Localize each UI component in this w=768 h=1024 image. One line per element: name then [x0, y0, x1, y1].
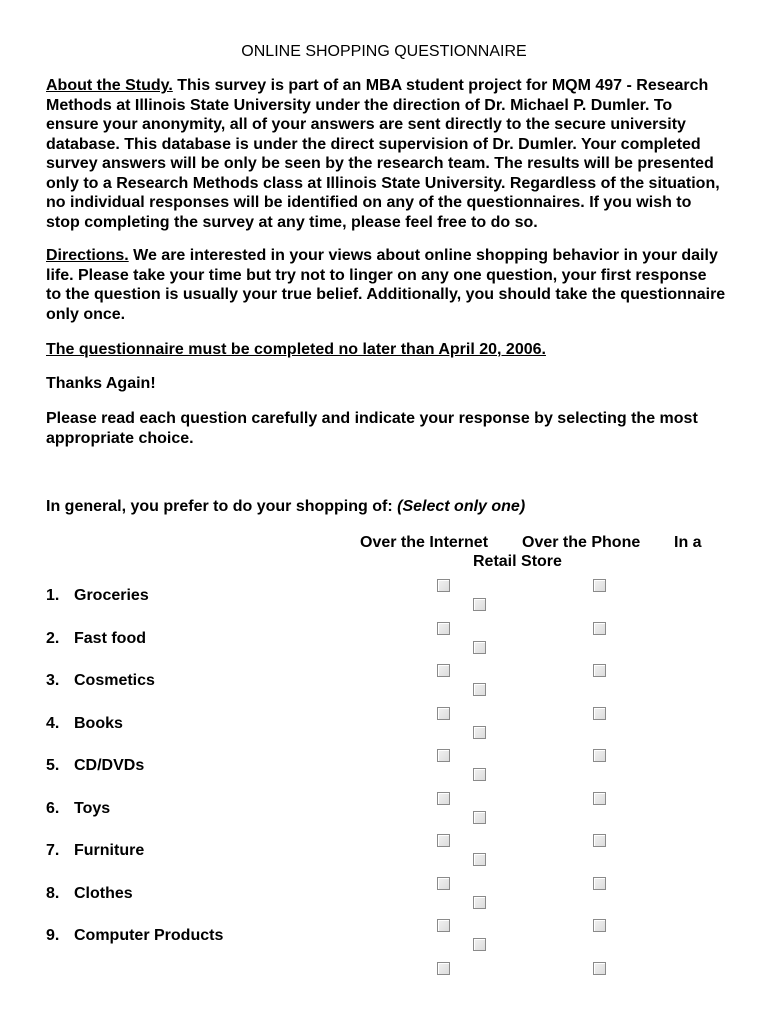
question-note: (Select only one): [397, 498, 526, 515]
item-label: Toys: [74, 799, 111, 817]
question-item: [46, 756, 144, 776]
checkbox-phone[interactable]: [473, 641, 486, 654]
page-title: ONLINE SHOPPING QUESTIONNAIRE: [241, 43, 527, 60]
question-item: [46, 629, 146, 649]
instruction-text: Please read each question carefully and indicate your response by selecting the most appropriate choice.: [46, 410, 698, 447]
item-label: Furniture: [74, 842, 145, 859]
checkbox-retail-store[interactable]: [593, 707, 606, 720]
checkbox-internet[interactable]: [437, 962, 450, 975]
directions-heading: Directions.: [46, 247, 129, 264]
checkbox-phone[interactable]: [473, 726, 486, 739]
deadline-notice: The questionnaire must be completed no later than April 20, 2006.: [46, 341, 546, 358]
checkbox-phone[interactable]: [473, 811, 486, 824]
item-number: 5.: [46, 757, 60, 774]
checkbox-retail-store[interactable]: [593, 919, 606, 932]
checkbox-retail-store[interactable]: [593, 749, 606, 762]
column-header-internet: Over the Internet: [360, 534, 489, 551]
item-number: 1.: [46, 587, 60, 604]
column-header-phone: Over the Phone: [522, 534, 641, 551]
item-label: Computer Products: [74, 927, 224, 944]
question-item: [46, 586, 149, 606]
checkbox-retail-store[interactable]: [593, 622, 606, 635]
checkbox-retail-store[interactable]: [593, 792, 606, 805]
item-label: CD/DVDs: [74, 757, 145, 774]
checkbox-phone[interactable]: [473, 853, 486, 866]
question-item: [46, 799, 110, 819]
checkbox-internet[interactable]: [437, 664, 450, 677]
checkbox-internet[interactable]: [437, 622, 450, 635]
directions-text: We are interested in your views about online shopping behavior in your daily life. Please take your time but try not to linger on any one question, your first response to the question is usually your true belief. Additionally, you should take the questionnaire only once.: [46, 247, 726, 323]
question-item: [46, 926, 223, 946]
question-item: [46, 841, 144, 861]
item-label: Cosmetics: [74, 672, 155, 689]
item-number: 7.: [46, 842, 60, 859]
checkbox-phone[interactable]: [473, 938, 486, 951]
question-prompt: [46, 497, 525, 517]
checkbox-internet[interactable]: [437, 792, 450, 805]
checkbox-phone[interactable]: [473, 768, 486, 781]
item-number: 3.: [46, 672, 60, 689]
item-label: Clothes: [74, 884, 133, 902]
directions-paragraph: [46, 246, 726, 324]
checkbox-retail-store[interactable]: [593, 579, 606, 592]
checkbox-internet[interactable]: [437, 834, 450, 847]
item-label: Groceries: [74, 587, 149, 604]
checkbox-internet[interactable]: [437, 877, 450, 890]
item-number: 8.: [46, 884, 60, 902]
checkbox-retail-store[interactable]: [593, 877, 606, 890]
checkbox-phone[interactable]: [473, 598, 486, 611]
question-item: [46, 671, 155, 691]
checkbox-phone[interactable]: [473, 896, 486, 909]
question-text: In general, you prefer to do your shopping of:: [46, 498, 398, 515]
column-header-retail: In a: [674, 534, 702, 551]
about-paragraph: [46, 76, 726, 232]
column-header-retail-store: Retail Store: [473, 553, 562, 570]
item-number: 6.: [46, 799, 60, 817]
about-text: This survey is part of an MBA student project for MQM 497 - Research Methods at Illinois State University under the direction of Dr. Michael P. Dumler. To ensure your anonymity, all of your answers are sent directly to the secure university database. This database is under the direct supervision of Dr. Dumler. Your completed survey answers will be only be seen by the research team. The results will be presented only to a Research Methods class at Illinois State University. Regardless of the situation, no individual responses will be identified on any of the questionnaires. If you wish to stop completing the survey at any time, please feel free to do so.: [46, 77, 720, 231]
thanks-text: Thanks Again!: [46, 375, 156, 392]
item-number: 9.: [46, 927, 60, 944]
checkbox-retail-store[interactable]: [593, 834, 606, 847]
checkbox-phone[interactable]: [473, 683, 486, 696]
checkbox-internet[interactable]: [437, 707, 450, 720]
question-item: [46, 884, 133, 904]
checkbox-internet[interactable]: [437, 919, 450, 932]
checkbox-internet[interactable]: [437, 579, 450, 592]
question-item: [46, 714, 123, 734]
checkbox-retail-store[interactable]: [593, 962, 606, 975]
item-number: 2.: [46, 629, 60, 647]
item-label: Books: [74, 714, 123, 732]
about-heading: About the Study.: [46, 77, 173, 94]
checkbox-internet[interactable]: [437, 749, 450, 762]
item-label: Fast food: [74, 629, 146, 647]
checkbox-retail-store[interactable]: [593, 664, 606, 677]
item-number: 4.: [46, 714, 60, 732]
